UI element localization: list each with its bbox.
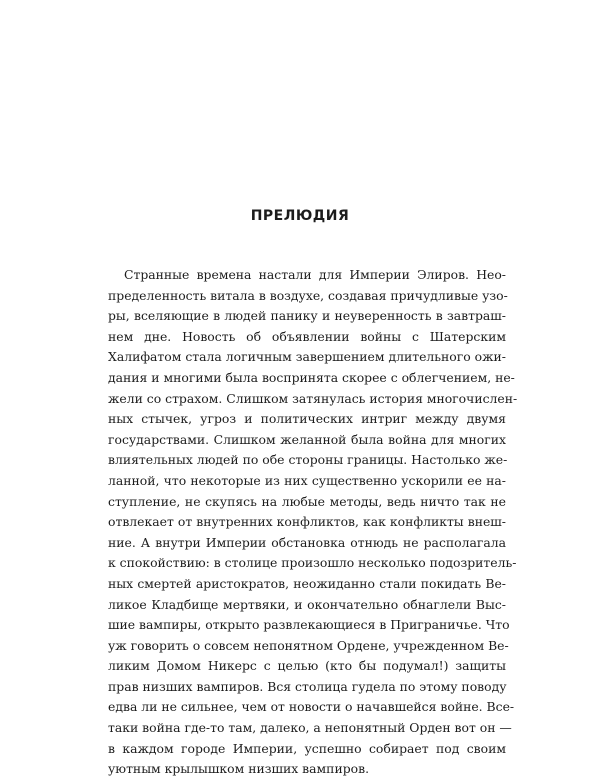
text-line: Халифатом стала логичным завершением длительного ожи-: [108, 349, 506, 365]
text-line: прав низших вампиров. Вся столица гудела по этому поводу: [108, 678, 507, 694]
text-line: ланной, что некоторые из них существенно ускорили ее на-: [108, 472, 506, 488]
body-paragraph: [108, 265, 518, 780]
text-line: государствами. Слишком желанной была война для многих: [108, 431, 506, 447]
text-line: отвлекает от внутренних конфликтов, как конфликты внеш-: [108, 514, 506, 530]
text-line: ликим Домом Никерс с целью (кто бы подумал!) защиты: [108, 658, 506, 674]
text-line: к спокойствию: в столице произошло несколько подозритель-: [108, 555, 517, 571]
text-line: едва ли не сильнее, чем от новости о начавшейся войне. Все-: [108, 699, 515, 715]
text-line: ликое Кладбище мертвяки, и окончательно обнаглели Выс-: [108, 596, 506, 612]
text-line: ступление, не скупясь на любые методы, ведь ничто так не: [108, 493, 506, 509]
text-line: таки война где-то там, далеко, а непонятный Орден вот он —: [108, 720, 512, 736]
text-line: нем дне. Новость об объявлении войны с Шатерским: [108, 328, 506, 344]
text-line: Странные времена настали для Империи Элиров. Нео-: [124, 267, 506, 282]
text-line: уютным крылышком низших вампиров.: [108, 761, 370, 777]
text-line: в каждом городе Империи, успешно собирает под своим: [108, 740, 506, 756]
text-line: жели со страхом. Слишком затянулась история многочислен-: [108, 390, 518, 406]
text-line: уж говорить о совсем непонятном Ордене, учрежденном Ве-: [108, 637, 509, 653]
text-line: ных смертей аристократов, неожиданно стали покидать Ве-: [108, 575, 506, 591]
chapter-title: ПРЕЛЮДИЯ: [250, 208, 350, 224]
text-line: ных стычек, угроз и политических интриг между двумя: [108, 411, 506, 427]
text-line: влиятельных людей по обе стороны границы. Настолько же-: [108, 452, 508, 468]
text-line: дания и многими была воспринята скорее с облегчением, не-: [108, 369, 515, 385]
text-line: ние. А внутри Империи обстановка отнюдь не располагала: [108, 534, 506, 550]
text-line: шие вампиры, открыто развлекающиеся в Приграничье. Что: [108, 617, 510, 633]
text-line: пределенность витала в воздухе, создавая причудливые узо-: [108, 287, 508, 303]
text-line: ры, вселяющие в людей панику и неуверенность в завтраш-: [108, 308, 506, 324]
